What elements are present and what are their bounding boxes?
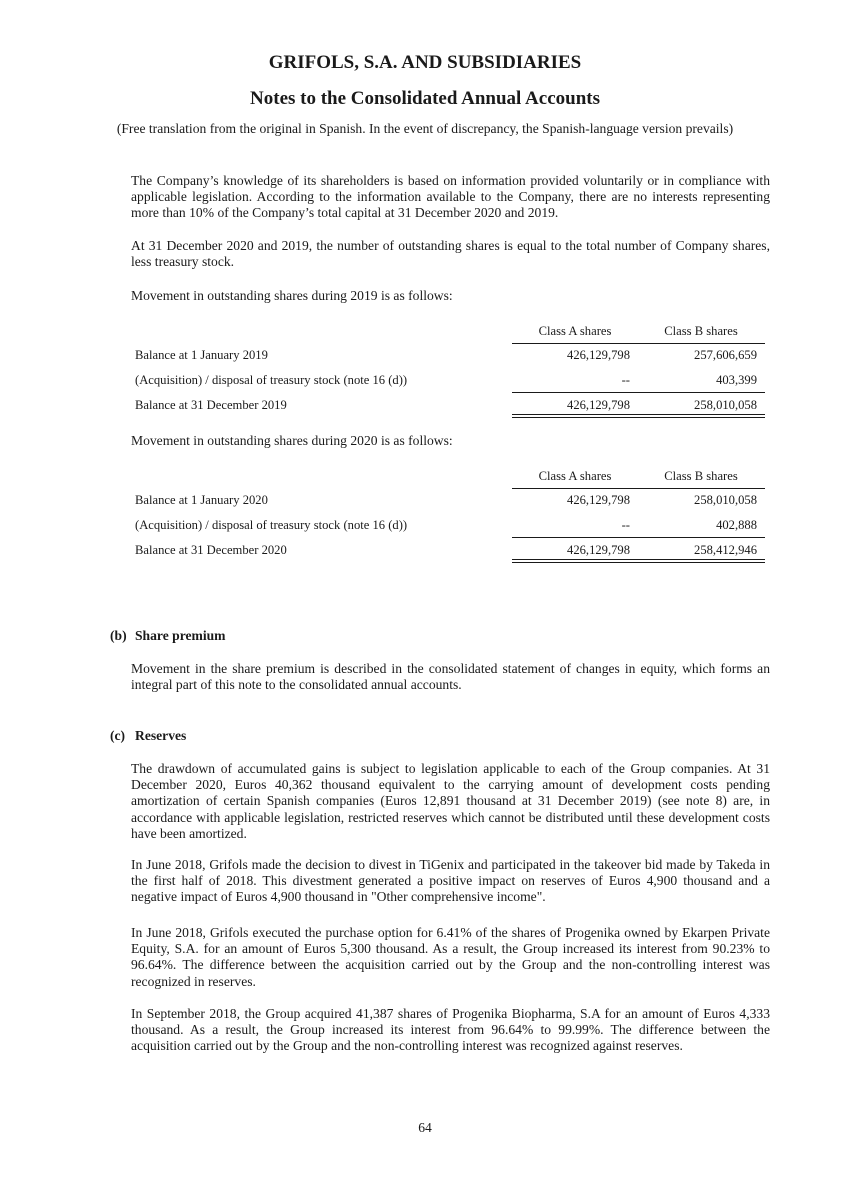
- row-label: Balance at 1 January 2019: [135, 348, 268, 362]
- subtotal-rule: [512, 392, 765, 393]
- row-label: Balance at 31 December 2020: [135, 543, 287, 557]
- cell-class-b: 258,010,058: [694, 398, 757, 412]
- cell-class-a: 426,129,798: [567, 493, 630, 507]
- cell-class-b: 258,010,058: [694, 493, 757, 507]
- cell-class-b: 257,606,659: [694, 348, 757, 362]
- cell-class-a: 426,129,798: [567, 348, 630, 362]
- cell-class-b: 258,412,946: [694, 543, 757, 557]
- row-label: Balance at 31 December 2019: [135, 398, 287, 412]
- column-header-class-b: Class B shares: [664, 324, 738, 338]
- reserves-paragraph-1: The drawdown of accumulated gains is subject to legislation applicable to each of the Group companies. At 31 December 2020, Euros 40,362 thousand equivalent to the carrying amount of development costs pending amortization of certain Spanish companies (Euros 12,891 thousand at 31 December 2019) (see note 8) are, in accordance with applicable legislation, restricted reserves which cannot be distributed until these development costs have been amortized.: [131, 761, 770, 841]
- row-label: (Acquisition) / disposal of treasury stock (note 16 (d)): [135, 518, 408, 532]
- document-title: Notes to the Consolidated Annual Accounts: [250, 88, 600, 109]
- reserves-paragraph-4: In September 2018, the Group acquired 41,387 shares of Progenika Biopharma, S.A for an amount of Euros 4,333 thousand. As a result, the Group increased its interest from 96.64% to 99.99%. The difference between the acquisition carried out by the Group and the non-controlling interest was recognized against reserves.: [131, 1006, 770, 1054]
- translation-note: (Free translation from the original in Spanish. In the event of discrepancy, the Spanish-language version prevails): [116, 121, 734, 136]
- subtotal-rule: [512, 537, 765, 538]
- row-label: (Acquisition) / disposal of treasury stock (note 16 (d)): [135, 373, 408, 387]
- header-rule: [512, 343, 765, 344]
- outstanding-shares-paragraph: At 31 December 2020 and 2019, the number of outstanding shares is equal to the total number of Company shares, less treasury stock.: [131, 238, 770, 270]
- header-rule: [512, 488, 765, 489]
- section-number: (b): [110, 628, 127, 643]
- shareholders-paragraph: The Company’s knowledge of its shareholders is based on information provided voluntarily or in compliance with applicable legislation. According to the information available to the Company, there are no interests representing more than 10% of the Company’s total capital at 31 December 2020 and 2019.: [131, 173, 770, 221]
- cell-class-a: --: [621, 518, 630, 532]
- company-title: GRIFOLS, S.A. AND SUBSIDIARIES: [268, 52, 582, 73]
- share-premium-heading: [110, 628, 226, 644]
- reserves-heading: [110, 728, 186, 744]
- row-label: Balance at 1 January 2020: [135, 493, 268, 507]
- column-header-class-a: Class A shares: [538, 469, 612, 483]
- share-premium-paragraph: Movement in the share premium is described in the consolidated statement of changes in equity, which forms an integral part of this note to the consolidated annual accounts.: [131, 661, 770, 693]
- cell-class-a: 426,129,798: [567, 543, 630, 557]
- movement-2020-intro: Movement in outstanding shares during 2020 is as follows:: [131, 433, 453, 448]
- movement-2019-intro: Movement in outstanding shares during 2019 is as follows:: [131, 288, 453, 303]
- column-header-class-a: Class A shares: [538, 324, 612, 338]
- cell-class-a: --: [621, 373, 630, 387]
- section-number: (c): [110, 728, 126, 743]
- section-title: Share premium: [135, 628, 226, 643]
- cell-class-b: 402,888: [716, 518, 757, 532]
- total-double-rule: [512, 559, 765, 563]
- page-number: 64: [418, 1120, 432, 1135]
- section-title: Reserves: [135, 728, 187, 743]
- column-header-class-b: Class B shares: [664, 469, 738, 483]
- reserves-paragraph-3: In June 2018, Grifols executed the purchase option for 6.41% of the shares of Progenika owned by Ekarpen Private Equity, S.A. for an amount of Euros 5,300 thousand. As a result, the Group increased its interest from 90.23% to 96.64%. The difference between the acquisition carried out by the Group and the non-controlling interest was recognized in reserves.: [131, 925, 770, 989]
- reserves-paragraph-2: In June 2018, Grifols made the decision to divest in TiGenix and participated in the takeover bid made by Takeda in the first half of 2018. This divestment generated a positive impact on reserves of Euros 4,900 thousand and a negative impact of Euros 4,900 thousand in "Other comprehensive income".: [131, 857, 770, 905]
- cell-class-a: 426,129,798: [567, 398, 630, 412]
- cell-class-b: 403,399: [716, 373, 757, 387]
- total-double-rule: [512, 414, 765, 418]
